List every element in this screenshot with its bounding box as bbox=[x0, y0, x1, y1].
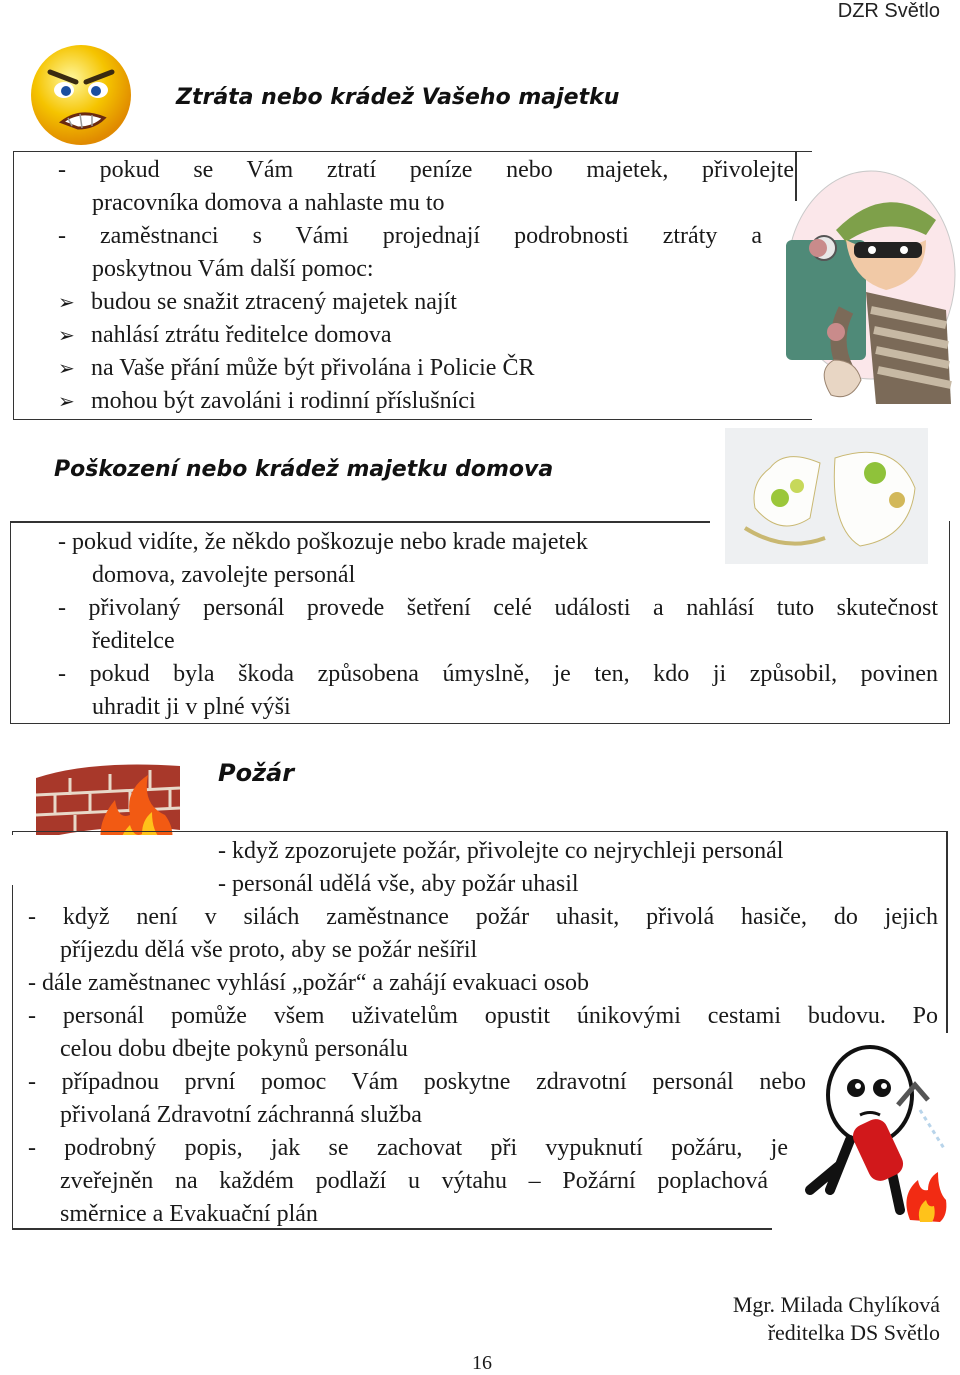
list-item: - pokud vidíte, že někdo poškozuje nebo krade majetek bbox=[58, 529, 588, 555]
list-item: - případnou první pomoc Vám poskytne zdravotní personál nebo bbox=[28, 1069, 806, 1095]
footer-role: ředitelka DS Světlo bbox=[767, 1320, 940, 1345]
header-org: DZR Světlo bbox=[837, 0, 940, 22]
section-fire-intro bbox=[218, 835, 938, 901]
arrow-bullet-icon: ➢ bbox=[58, 323, 75, 347]
section-box-damage-topline bbox=[10, 521, 710, 523]
list-item: - když zpozorujete požár, přivolejte co nejrychleji personál bbox=[218, 838, 784, 864]
list-item: - když není v silách zaměstnance požár uhasit, přivolá hasiče, do jejich bbox=[28, 904, 938, 930]
list-item: - pokud byla škoda způsobena úmyslně, je ten, kdo ji způsobil, povinen bbox=[58, 661, 938, 687]
list-item: přivolaná Zdravotní záchranná služba bbox=[60, 1102, 422, 1128]
list-item: pracovníka domova a nahlaste mu to bbox=[92, 190, 445, 216]
list-item: na Vaše přání může být přivolána i Policie ČR bbox=[91, 355, 535, 381]
thief-illustration bbox=[776, 170, 956, 404]
arrow-bullet-icon: ➢ bbox=[58, 290, 75, 314]
angry-face-icon bbox=[28, 42, 134, 148]
list-item: uhradit ji v plné výši bbox=[92, 694, 291, 720]
section-title-fire: Požár bbox=[218, 759, 295, 787]
list-item: směrnice a Evakuační plán bbox=[60, 1201, 318, 1227]
list-item: příjezdu dělá vše proto, aby se požár nešířil bbox=[60, 937, 478, 963]
arrow-bullet-icon: ➢ bbox=[58, 356, 75, 380]
list-item: mohou být zavoláni i rodinní příslušníci bbox=[91, 388, 476, 414]
list-item: poskytnou Vám další pomoc: bbox=[92, 256, 374, 282]
list-item: nahlásí ztrátu ředitelce domova bbox=[91, 322, 392, 348]
list-item: zveřejněn na každém podlaží u výtahu – Požární poplachová bbox=[60, 1168, 768, 1194]
fire-box-cutout bbox=[10, 835, 215, 885]
section-loss-content bbox=[58, 154, 794, 418]
list-item: - personál pomůže všem uživatelům opustit únikovými cestami budovu. Po bbox=[28, 1003, 938, 1029]
footer-author: Mgr. Milada Chylíková bbox=[732, 1292, 940, 1317]
extinguisher-figure-illustration bbox=[790, 1040, 950, 1230]
list-item: - dále zaměstnanec vyhlásí „požár“ a zahájí evakuaci osob bbox=[28, 970, 590, 996]
list-item: - podrobný popis, jak se zachovat při vypuknutí požáru, je bbox=[28, 1135, 788, 1161]
section-title-damage: Poškození nebo krádež majetku domova bbox=[54, 457, 554, 482]
page-number: 16 bbox=[472, 1352, 492, 1374]
arrow-bullet-icon: ➢ bbox=[58, 389, 75, 413]
section-box-fire-rightline bbox=[946, 831, 948, 1033]
footer-signature bbox=[733, 1291, 940, 1347]
list-item: budou se snažit ztracený majetek najít bbox=[91, 289, 457, 315]
list-item: - přivolaný personál provede šetření celé události a nahlásí tuto skutečnost bbox=[58, 595, 938, 621]
list-item: - pokud se Vám ztratí peníze nebo majetek, přivolejte bbox=[58, 157, 794, 183]
list-item: - zaměstnanci s Vámi projednají podrobnosti ztráty a bbox=[58, 223, 762, 249]
list-item: - personál udělá vše, aby požár uhasil bbox=[218, 871, 579, 897]
list-item: ředitelce bbox=[92, 628, 175, 654]
list-item: domova, zavolejte personál bbox=[92, 562, 356, 588]
list-item: celou dobu dbejte pokynů personálu bbox=[60, 1036, 408, 1062]
section-title-loss: Ztráta nebo krádež Vašeho majetku bbox=[176, 85, 620, 110]
section-damage-content bbox=[58, 526, 938, 724]
